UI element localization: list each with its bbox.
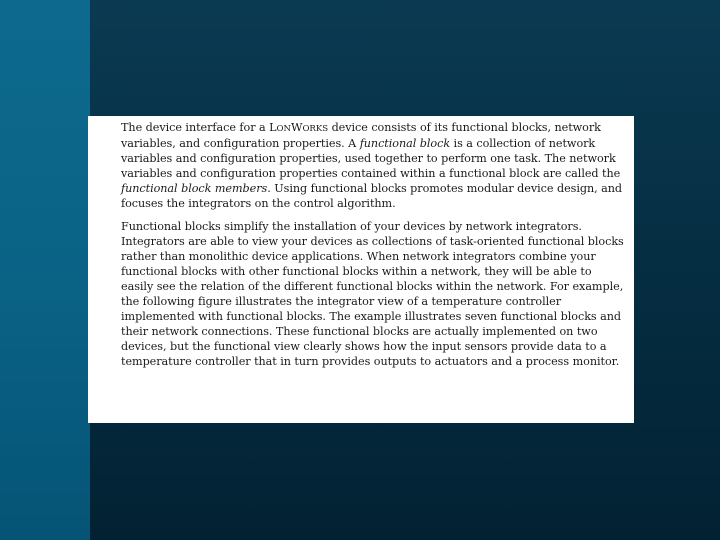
paragraph-functional-blocks: Functional blocks simplify the installation of your devices by network integrators. Integrators are able to view your devices as collections of task-oriented functional blocks rather than monolithic device applications. When network integrators combine your functional blocks with other functional blocks within a network, they will be able to easily see the relation of the different functional blocks within the network. For example, the following figure illustrates the integrator view of a temperature controller implemented with functional blocks. The example illustrates seven functional blocks and their network connections. These functional blocks are actually implemented on two devices, but the functional view clearly shows how the input sensors provide data to a temperature controller that in turn provides outputs to actuators and a process monitor. [121,220,624,368]
paragraph-1-intro: The device interface for a [121,121,270,134]
paragraph-1-part1: device consists of its functional blocks, network variables, and configuration properties. A [121,121,601,150]
document-text-panel [88,116,634,423]
paragraph-1-part3: . Using functional blocks promotes modular device design, and focuses the integrators on the control algorithm. [121,181,623,210]
term-functional-block-members: functional block members [121,181,268,195]
paragraph-1-part2: is a collection of network variables and configuration properties, used together to perform one task. The network variables and configuration properties contained within a functional block are called the [121,136,621,180]
term-functional-block: functional block [359,136,451,150]
slide-left-accent-bar [0,0,90,540]
brand-lonworks: LONWORKS [269,121,329,134]
paragraph-device-interface [121,121,626,211]
